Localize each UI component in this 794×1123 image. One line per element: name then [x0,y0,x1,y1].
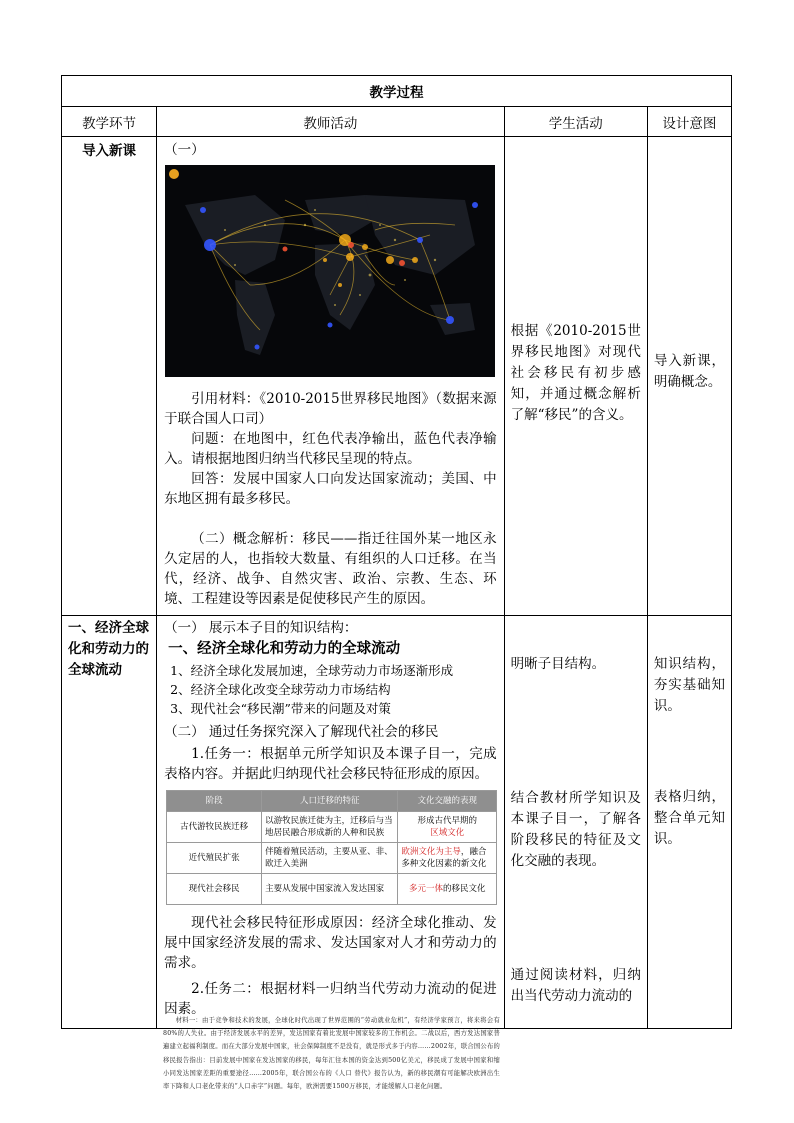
intent-intro: 导入新课，明确概念。 [647,137,731,616]
student-note-2: 结合教材所学知识及本课子目一，了解各阶段移民的特征及文化交融的表现。 [510,790,641,869]
student-activity-globalization [504,616,647,1029]
lesson-table [61,75,732,1029]
row-stage: 现代社会移民 [167,874,262,905]
knowledge-item-2: 2、经济全球化改变全球劳动力市场结构 [170,682,391,697]
intent-note-2: 表格归纳，整合单元知识。 [653,789,725,847]
table-row [167,874,497,905]
task-one: 1.任务一：根据单元所学知识及本课子目一，完成表格内容。并据此归纳现代社会移民特征形成的原因。 [164,746,497,782]
part-one-label: （一） 展示本子目的知识结构： [164,620,358,636]
answer: 回答：发展中国家人口向发达国家流动；美国、中东地区拥有最多移民。 [164,471,497,507]
student-note-3: 通过阅读材料，归纳出当代劳动力流动的 [510,967,641,1004]
concept-explanation: （二）概念解析：移民——指迁往国外某一地区永久定居的人，也指较大数量、有组织的人口迁移。在当代，经济、战争、自然灾害、政治、宗教、生态、环境、工程建设等因素是促使移民产生的原因。 [164,531,497,607]
teacher-activity-globalization [157,616,505,1029]
row-stage: 古代游牧民族迁移 [167,812,262,843]
row-culture [398,812,497,843]
inner-header-stage: 阶段 [167,791,262,812]
reason-summary: 现代社会移民特征形成原因：经济全球化推动、发展中国家经济发展的需求、发达国家对人才和劳动力的需求。 [164,915,497,971]
table-row [167,812,497,843]
student-activity-intro: 根据《2010-2015世界移民地图》对现代社会移民有初步感知，并通过概念解析了解“移民”的含义。 [504,137,647,616]
stage-globalization: 一、经济全球化和劳动力的全球流动 [62,616,157,1029]
knowledge-item-3: 3、现代社会“移民潮”带来的问题及对策 [170,701,391,716]
table-row [167,843,497,874]
intent-note-1: 知识结构，夯实基础知识。 [653,656,725,714]
header-student: 学生活动 [504,107,647,137]
culture-highlight: 区域文化 [430,828,465,838]
inner-header-feature: 人口迁移的特征 [262,791,398,812]
header-intent: 设计意图 [647,107,731,137]
table-title: 教学过程 [62,76,732,107]
student-note-1: 明晰子目结构。 [510,656,606,672]
row-feature: 以游牧民族迁徙为主，迁移后与当地居民融合形成新的人种和民族 [262,812,398,843]
map-graphic [165,165,495,377]
part-two-label: （二） 通过任务探究深入了解现代社会的移民 [164,724,439,740]
culture-text-tail: ，融合多种文化因素的新文化 [401,847,487,869]
world-migration-map [165,165,495,377]
knowledge-item-1: 1、经济全球化发展加速，全球劳动力市场逐渐形成 [170,663,454,678]
material-one: 材料一：由于竞争和技术的发展，全球化时代出现了世界范围的“劳动就业危机”，有经济学家预言，将来将会有80%的人失业。由于经济发展水平的差异，发达国家有着比发展中国家较多的工作机会。二战以后，西方发达国家普遍建立起福利制度。而在大部分发展中国家，社会保障制度不是没有，就是形式多于内容……2002年，联合国公布的移民报告指出：目前发展中国家在发达国家的移民，每年汇往本国的资金达到500亿美元，移民成了发展中国家和缩小同发达国家差距的重要途径……2005年，联合国公布的《人口 替代》报告认为，新的移民潮有可能解决欧洲出生率下降和人口老化带来的“人口赤字”问题。每年，欧洲需要1500万移民，才能缓解人口老化问题。 [163,1017,500,1091]
culture-text: 形成古代早期的 [417,816,477,826]
culture-highlight: 欧洲文化为主导 [401,847,461,857]
header-teacher: 教师活动 [157,107,505,137]
inner-header-culture: 文化交融的表现 [398,791,497,812]
knowledge-title: 一、经济全球化和劳动力的全球流动 [168,640,401,657]
culture-highlight: 多元一体 [408,884,443,894]
header-stage: 教学环节 [62,107,157,137]
stage-intro: 导入新课 [62,137,157,616]
task-two: 2.任务二：根据材料一归纳当代劳动力流动的促进因素。 [164,981,497,1017]
row-culture [398,874,497,905]
row-culture [398,843,497,874]
migration-stage-table [166,790,497,905]
row-stage: 近代殖民扩张 [167,843,262,874]
intent-globalization [647,616,731,1029]
culture-text-tail: 的移民文化 [442,884,486,894]
citation: 引用材料：《2010-2015世界移民地图》（数据来源于联合国人口司） [164,391,497,427]
section-label: （一） [164,142,205,158]
teacher-activity-intro [157,137,505,616]
row-feature: 主要从发展中国家流入发达国家 [262,874,398,905]
row-feature: 伴随着殖民活动，主要从亚、非、欧迁入美洲 [262,843,398,874]
question: 问题：在地图中，红色代表净输出，蓝色代表净输入。请根据地图归纳当代移民呈现的特点。 [164,431,497,467]
